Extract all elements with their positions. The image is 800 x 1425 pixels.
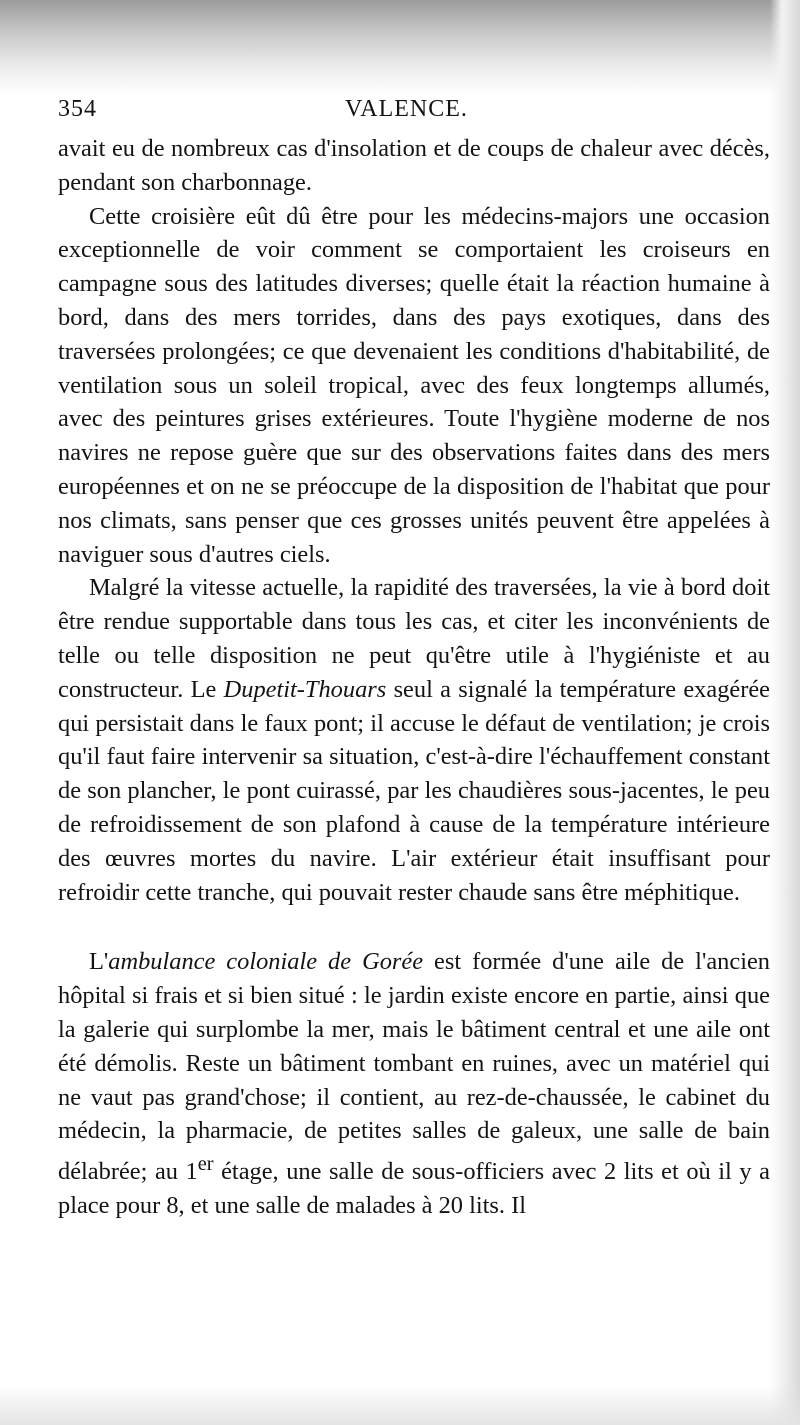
running-head: VALENCE. <box>345 96 468 122</box>
page-header <box>58 92 770 132</box>
institution-name: ambulance coloniale de Gorée <box>108 948 424 976</box>
paragraph-croisiere: Cette croisière eût dû être pour les médecins-majors une occasion exceptionnelle de voir comment se comportaient les croiseurs en campagne sous des latitudes diverses; quelle était la réaction humaine à bord, dans des mers torrides, dans des pays exotiques, dans des traversées prolongées; ce que devenaient les conditions d'habitabilité, de ventilation sous un soleil tropical, avec des feux longtemps allumés, avec des peintures grises extérieures. Toute l'hygiène moderne de nos navires ne repose guère que sur des observations faites dans des mers européennes et on ne se préoccupe de la disposition de l'habitat que pour nos climats, sans penser que ces grosses unités peuvent être appelées à naviguer sous d'autres ciels. <box>58 202 770 568</box>
paragraph-continued: avait eu de nombreux cas d'insolation et de coups de chaleur avec décès, pendant son charbonnage. <box>58 135 770 196</box>
scan-shadow-right <box>770 0 800 1425</box>
paragraph-text: L' <box>89 948 109 976</box>
paragraph-text: étage, une salle de sous-officiers avec 2 lits et où il y a place pour 8, et une salle de malades à 20 lits. Il <box>58 1158 770 1220</box>
scan-shadow-top <box>0 0 800 95</box>
page-number: 354 <box>58 96 97 122</box>
paragraph-ambulance <box>58 945 770 1223</box>
paragraph-vitesse <box>58 571 770 909</box>
ordinal-superscript: er <box>197 1153 214 1176</box>
book-page <box>58 92 770 1223</box>
paragraph-text: seul a signalé la température exagérée qui persistait dans le faux pont; il accuse le défaut de ventilation; je crois qu'il faut faire intervenir sa situation, c'est-à-dire l'échauffement constant de son plancher, le pont cuirassé, par les chaudières sous-jacentes, le peu de refroidissement de son plafond à cause de la température intérieure des œuvres mortes du navire. L'air extérieur était insuffisant pour refroidir cette tranche, qui pouvait rester chaude sans être méphitique. <box>58 675 770 906</box>
paragraph-text: Malgré la vitesse actuelle, la rapidité des traversées, la vie à bord doit être rendue supportable dans tous les cas, et citer les inconvénients de telle ou telle disposition ne peut qu'être utile à l'hygiéniste et au constructeur. Le <box>58 574 770 703</box>
section-gap <box>58 909 770 945</box>
paragraph-text: est formée d'une aile de l'ancien hôpital si frais et si bien situé : le jardin existe encore en partie, ainsi que la galerie qui surplombe la mer, mais le bâtiment central et une aile ont été démolis. Reste un bâtiment tombant en ruines, avec un matériel qui ne vaut pas grand'chose; il contient, au rez-de-chaussée, le cabinet du médecin, la pharmacie, de petites salles de galeux, une salle de bain délabrée; au 1 <box>58 948 770 1186</box>
ship-name: Dupetit-Thouars <box>223 675 387 703</box>
scan-shadow-bottom <box>0 1385 800 1425</box>
